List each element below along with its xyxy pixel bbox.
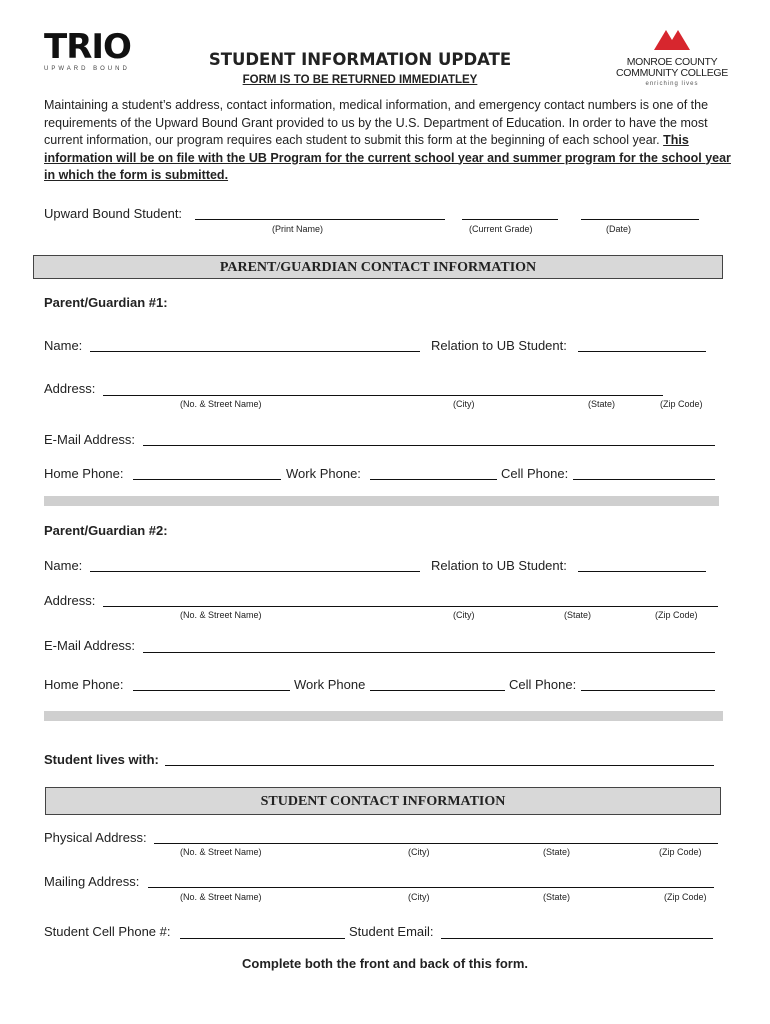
trio-logo (44, 27, 144, 72)
college-name-line2: COMMUNITY COLLEGE (616, 67, 728, 79)
college-mark-icon (652, 26, 692, 52)
student-date-field[interactable] (581, 219, 699, 220)
guardian1-name-field[interactable] (90, 351, 420, 352)
college-tagline: enriching lives (645, 81, 699, 87)
caption-print-name: (Print Name) (272, 224, 324, 234)
guardian1-address-label: Address: (44, 381, 96, 396)
guardian2-address-field[interactable] (103, 606, 718, 607)
physical-address-label: Physical Address: (44, 830, 147, 845)
guardian1-work-label: Work Phone: (286, 466, 361, 481)
physical-address-field[interactable] (154, 843, 718, 844)
physical-cap-city: (City) (408, 847, 430, 857)
section-divider (44, 711, 723, 721)
mailing-cap-street: (No. & Street Name) (180, 892, 262, 902)
physical-cap-state: (State) (543, 847, 571, 857)
guardian2-cap-city: (City) (453, 610, 475, 620)
guardian2-cell-label: Cell Phone: (509, 677, 577, 692)
student-section-header (45, 787, 721, 815)
intro-emphasis: This information will be on file with the UB Program for the current school year and summer program for the school year in which the form is submitted. (44, 133, 731, 182)
guardian2-name-field[interactable] (90, 571, 420, 572)
guardian1-cell-label: Cell Phone: (501, 466, 569, 481)
guardian2-relation-label: Relation to UB Student: (431, 558, 567, 573)
guardian2-heading: Parent/Guardian #2: (44, 523, 168, 538)
guardian1-cell-field[interactable] (573, 479, 715, 480)
guardian2-name-label: Name: (44, 558, 83, 573)
college-name-line1: MONROE COUNTY (626, 56, 718, 68)
trio-logo-text: TRIO (44, 27, 131, 67)
intro-text: Maintaining a student’s address, contact information, medical information, and emergency contact numbers is one of the requirements of the Upward Bound Grant provided to us by the U.S. Department of Education. In order to have the most current information, our program requires each student to submit this form at the beginning of each school year. (44, 98, 709, 147)
student-cell-label: Student Cell Phone #: (44, 924, 171, 939)
guardian1-address-field[interactable] (103, 395, 663, 396)
guardian1-home-label: Home Phone: (44, 466, 124, 481)
physical-cap-street: (No. & Street Name) (180, 847, 262, 857)
guardian1-email-field[interactable] (143, 445, 715, 446)
guardian2-relation-field[interactable] (578, 571, 706, 572)
mailing-address-label: Mailing Address: (44, 874, 140, 889)
guardian2-cap-state: (State) (564, 610, 592, 620)
guardian2-work-field[interactable] (370, 690, 505, 691)
guardian1-cap-zip: (Zip Code) (660, 399, 703, 409)
college-logo (612, 26, 732, 87)
mailing-cap-city: (City) (408, 892, 430, 902)
parent-section-heading: PARENT/GUARDIAN CONTACT INFORMATION (219, 260, 537, 275)
caption-date: (Date) (606, 224, 632, 234)
guardian1-cap-city: (City) (453, 399, 475, 409)
intro-paragraph (44, 97, 734, 185)
student-section-heading: STUDENT CONTACT INFORMATION (260, 794, 506, 809)
student-grade-field[interactable] (462, 219, 558, 220)
guardian2-address-label: Address: (44, 593, 96, 608)
lives-with-field[interactable] (165, 765, 714, 766)
guardian1-cap-street: (No. & Street Name) (180, 399, 262, 409)
trio-logo-subtext: UPWARD BOUND (44, 66, 130, 72)
guardian1-heading: Parent/Guardian #1: (44, 295, 168, 310)
guardian1-relation-label: Relation to UB Student: (431, 338, 567, 353)
caption-current-grade: (Current Grade) (469, 224, 533, 234)
mailing-cap-state: (State) (543, 892, 571, 902)
guardian2-email-field[interactable] (143, 652, 715, 653)
student-name-label: Upward Bound Student: (44, 206, 183, 221)
guardian2-work-label: Work Phone (294, 677, 366, 692)
student-name-field[interactable] (195, 219, 445, 220)
section-divider (44, 496, 719, 506)
guardian2-email-label: E-Mail Address: (44, 638, 136, 653)
guardian1-email-label: E-Mail Address: (44, 432, 136, 447)
guardian2-home-field[interactable] (133, 690, 290, 691)
guardian1-home-field[interactable] (133, 479, 281, 480)
guardian2-cell-field[interactable] (581, 690, 715, 691)
guardian2-cap-street: (No. & Street Name) (180, 610, 262, 620)
student-email-label: Student Email: (349, 924, 434, 939)
guardian1-work-field[interactable] (370, 479, 497, 480)
guardian1-relation-field[interactable] (578, 351, 706, 352)
physical-cap-zip: (Zip Code) (659, 847, 702, 857)
form-title: STUDENT INFORMATION UPDATE (208, 50, 512, 69)
guardian2-cap-zip: (Zip Code) (655, 610, 698, 620)
guardian1-name-label: Name: (44, 338, 83, 353)
guardian1-cap-state: (State) (588, 399, 616, 409)
mailing-cap-zip: (Zip Code) (664, 892, 707, 902)
student-email-field[interactable] (441, 938, 713, 939)
footer-note: Complete both the front and back of this form. (242, 956, 528, 971)
guardian2-home-label: Home Phone: (44, 677, 124, 692)
student-cell-field[interactable] (180, 938, 345, 939)
form-subtitle: FORM IS TO BE RETURNED IMMEDIATLEY (242, 74, 478, 86)
lives-with-label: Student lives with: (44, 752, 159, 767)
parent-section-header (33, 255, 723, 279)
mailing-address-field[interactable] (148, 887, 714, 888)
